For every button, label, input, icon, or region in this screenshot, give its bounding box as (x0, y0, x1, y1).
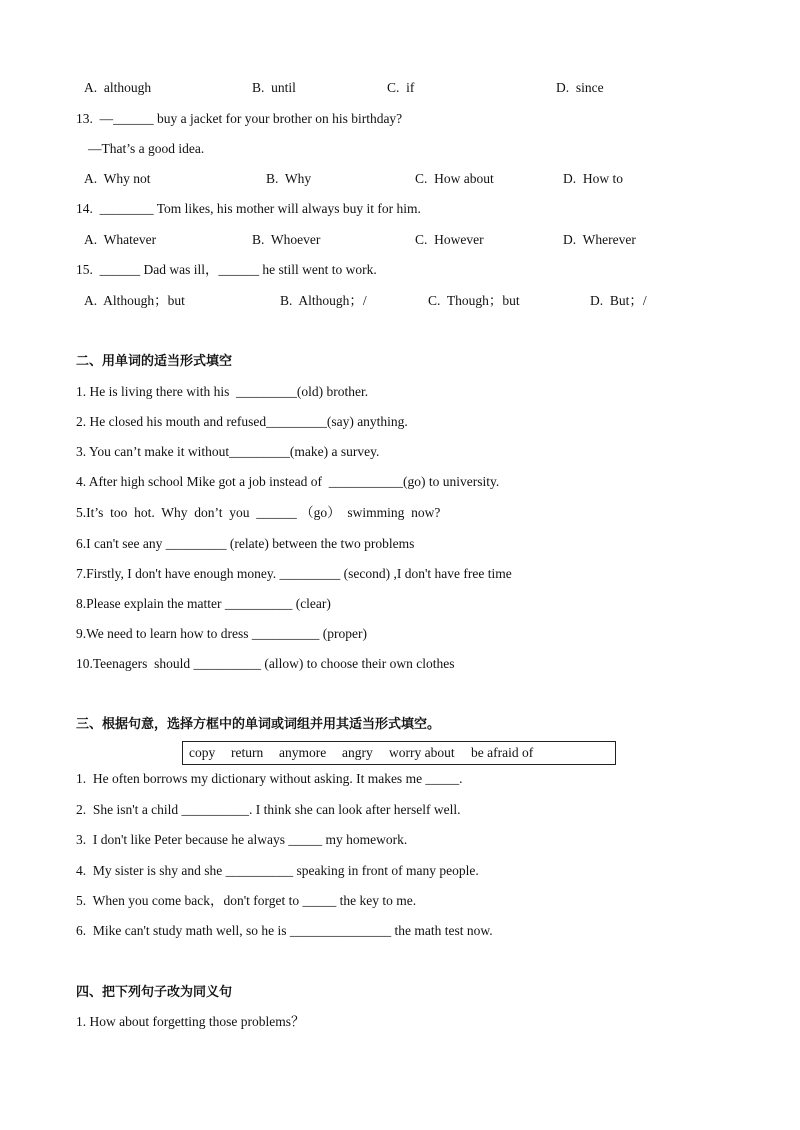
word-box-word: copy (189, 745, 216, 760)
q13-option-d: D. How to (563, 171, 623, 186)
section2-item-5: 5.It’s too hot. Why don’t you ______ （go） swimming now? (76, 505, 441, 520)
q12-option-c: C. if (387, 80, 415, 95)
section2-item-2: 2. He closed his mouth and refused_________(say) anything. (76, 414, 408, 429)
q15-option-b: B. Although；/ (280, 293, 367, 308)
q12-option-b: B. until (252, 80, 296, 95)
section2-item-4: 4. After high school Mike got a job instead of ___________(go) to university. (76, 474, 500, 489)
section3-item-3: 3. I don't like Peter because he always _____ my homework. (76, 832, 408, 847)
section2-item-10: 10.Teenagers should __________ (allow) to choose their own clothes (76, 656, 455, 671)
q13-stem: 13. —______ buy a jacket for your brother on his birthday? (76, 111, 403, 126)
section2-item-9: 9.We need to learn how to dress __________ (proper) (76, 626, 367, 641)
q15-stem: 15. ______ Dad was ill，______ he still went to work. (76, 262, 377, 277)
word-box-word: angry (342, 745, 373, 760)
word-box-word: return (231, 745, 264, 760)
section3-heading: 三、根据句意，选择方框中的单词或词组并用其适当形式填空。 (76, 717, 441, 732)
q14-option-c: C. However (415, 232, 484, 247)
q12-option-a: A. although (84, 80, 152, 95)
q13-option-b: B. Why (266, 171, 312, 186)
section3-item-2: 2. She isn't a child __________. I think she can look after herself well. (76, 802, 461, 817)
section3-item-1: 1. He often borrows my dictionary without asking. It makes me _____. (76, 771, 463, 786)
section2-item-1: 1. He is living there with his _________(old) brother. (76, 384, 369, 399)
word-box-word: anymore (279, 745, 327, 760)
q13-option-c: C. How about (415, 171, 494, 186)
q14-option-d: D. Wherever (563, 232, 636, 247)
q15-option-a: A. Although；but (84, 293, 185, 308)
q15-option-c: C. Though；but (428, 293, 520, 308)
q14-option-b: B. Whoever (252, 232, 321, 247)
section2-heading: 二、用单词的适当形式填空 (76, 354, 233, 369)
section3-item-6: 6. Mike can't study math well, so he is _______________ the math test now. (76, 923, 493, 938)
word-box (182, 741, 616, 765)
q13-reply: —That’s a good idea. (88, 141, 205, 156)
q12-option-d: D. since (556, 80, 604, 95)
section2-item-6: 6.I can't see any _________ (relate) between the two problems (76, 536, 415, 551)
section2-item-8: 8.Please explain the matter __________ (clear) (76, 596, 331, 611)
section2-item-3: 3. You can’t make it without_________(make) a survey. (76, 444, 380, 459)
q14-stem: 14. ________ Tom likes, his mother will always buy it for him. (76, 201, 421, 216)
section3-item-4: 4. My sister is shy and she __________ speaking in front of many people. (76, 863, 479, 878)
section2-item-7: 7.Firstly, I don't have enough money. _________ (second) ,I don't have free time (76, 566, 512, 581)
section4-item-1: 1. How about forgetting those problems？ (76, 1014, 305, 1029)
q13-option-a: A. Why not (84, 171, 151, 186)
word-box-word: be afraid of (471, 745, 534, 760)
q14-option-a: A. Whatever (84, 232, 157, 247)
section4-heading: 四、把下列句子改为同义句 (76, 985, 233, 1000)
q15-option-d: D. But；/ (590, 293, 647, 308)
word-box-word: worry about (389, 745, 455, 760)
section3-item-5: 5. When you come back，don't forget to _____ the key to me. (76, 893, 417, 908)
